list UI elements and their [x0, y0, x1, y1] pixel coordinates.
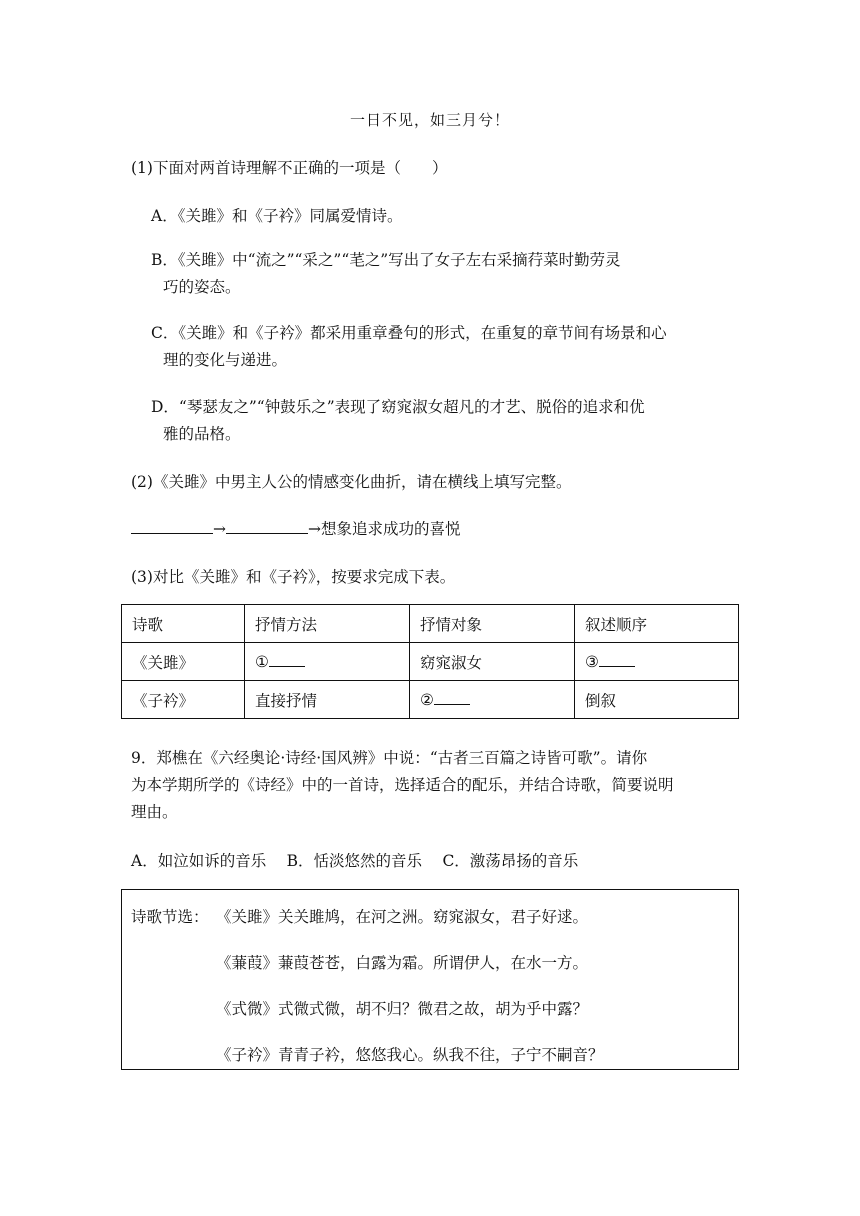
poem-line: 《蒹葭》蒹葭苍苍，白露为霜。所谓伊人，在水一方。	[216, 954, 589, 972]
q1-option-b-line1: B．《关雎》中“流之”“采之”“芼之”写出了女子左右采摘荇菜时勤劳灵	[151, 251, 621, 269]
poem-line: 《子衿》青青子衿，悠悠我心。纵我不往，子宁不嗣音？	[216, 1046, 604, 1064]
table-cell: 倒叙	[575, 681, 739, 719]
answer-blank[interactable]	[226, 519, 308, 534]
q9-stem-line: 理由。	[131, 803, 178, 821]
q9-stem-line: 为本学期所学的《诗经》中的一首诗，选择适合的配乐，并结合诗歌，简要说明	[131, 776, 674, 794]
table-cell: 直接抒情	[245, 681, 410, 719]
q2-stem: (2)《关雎》中男主人公的情感变化曲折，请在横线上填写完整。	[131, 473, 572, 491]
comparison-table	[121, 604, 739, 719]
table-row	[122, 643, 739, 681]
q1-option-c-line2: 理的变化与递进。	[163, 351, 288, 369]
q1-option-c	[151, 320, 667, 374]
q2-fill-line	[131, 517, 461, 539]
blank-marker: ①	[255, 652, 269, 671]
table-header-cell: 抒情对象	[410, 605, 575, 643]
table-cell	[245, 643, 410, 681]
blank-marker: ③	[585, 652, 599, 671]
q1-option-a: A．《关雎》和《子衿》同属爱情诗。	[151, 207, 403, 225]
q1-option-c-line1: C．《关雎》和《子衿》都采用重章叠句的形式，在重复的章节间有场景和心	[151, 324, 667, 342]
answer-blank[interactable]	[599, 654, 635, 667]
q1-option-b	[151, 247, 621, 301]
poem-line: 《式微》式微式微，胡不归？微君之故，胡为乎中露？	[216, 1000, 589, 1018]
blank-marker: ②	[420, 690, 434, 709]
q1-stem: (1)下面对两首诗理解不正确的一项是（ ）	[131, 159, 448, 177]
poem-excerpt-label: 诗歌节选：	[131, 908, 209, 926]
answer-blank[interactable]	[434, 692, 470, 705]
table-cell	[575, 643, 739, 681]
table-header-row	[122, 605, 739, 643]
answer-blank[interactable]	[131, 519, 213, 534]
q2-end-text: →想象追求成功的喜悦	[308, 520, 461, 538]
q1-option-d-line1: D．“琴瑟友之”“钟鼓乐之”表现了窈窕淑女超凡的才艺、脱俗的追求和优	[151, 398, 645, 416]
q9-options: A．如泣如诉的音乐 B．恬淡悠然的音乐 C．激荡昂扬的音乐	[131, 852, 579, 870]
poem-line: 《关雎》关关雎鸠，在河之洲。窈窕淑女，君子好逑。	[216, 908, 589, 926]
q9-stem-line: 9．郑樵在《六经奥论·诗经·国风辨》中说：“古者三百篇之诗皆可歌”。请你	[131, 749, 648, 767]
table-header-cell: 抒情方法	[245, 605, 410, 643]
table-header-cell: 诗歌	[122, 605, 245, 643]
table-cell: 《子衿》	[122, 681, 245, 719]
table-header-cell: 叙述顺序	[575, 605, 739, 643]
table-cell	[410, 681, 575, 719]
q3-stem: (3)对比《关雎》和《子衿》，按要求完成下表。	[131, 568, 456, 586]
table-cell: 窈窕淑女	[410, 643, 575, 681]
q1-option-b-line2: 巧的姿态。	[163, 278, 241, 296]
answer-blank[interactable]	[269, 654, 305, 667]
q9-stem	[131, 745, 674, 826]
q1-option-d	[151, 394, 645, 448]
page-motto: 一日不见，如三月兮！	[349, 111, 510, 129]
q1-option-d-line2: 雅的品格。	[163, 425, 241, 443]
table-row	[122, 681, 739, 719]
arrow: →	[213, 520, 226, 538]
table-cell: 《关雎》	[122, 643, 245, 681]
